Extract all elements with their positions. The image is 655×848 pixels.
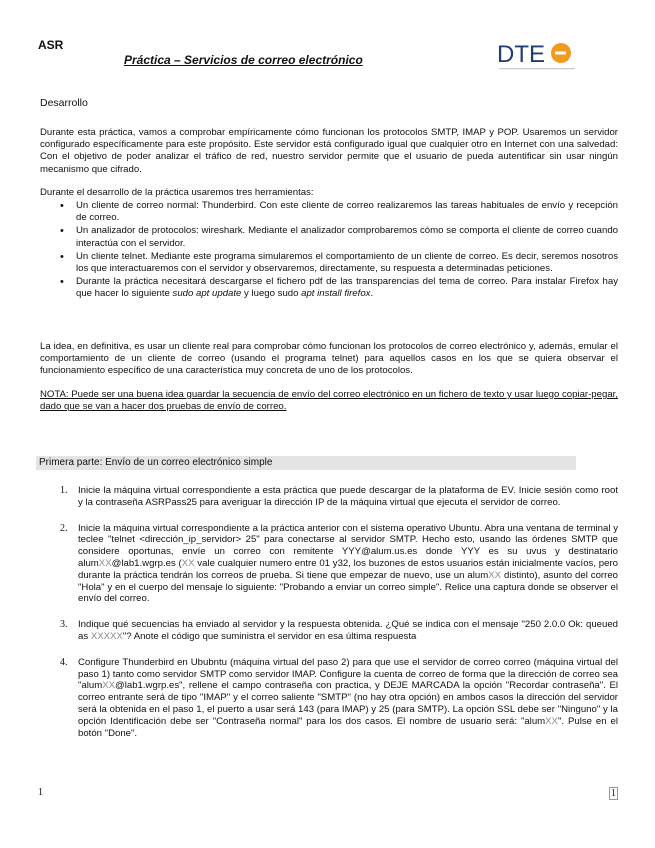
placeholder-xx: XX: [98, 557, 112, 569]
course-code: ASR: [38, 38, 64, 52]
step-number: 4.: [60, 656, 68, 668]
idea-paragraph: La idea, en definitiva, es usar un cliente real para comprobar cómo funcionan los protocolos de correo electrónico y, además, emular el comportamiento de un cliente de correo (usando el programa telnet) para aquellos casos en los que se quiera observar el funcionamiento específico de una característica muy concreta de uno de los protocolos.: [40, 341, 618, 377]
step-text: Indique qué secuencias ha enviado al servidor y la respuesta obtenida. ¿Qué se indica con el mensaje "250 2.0.0 Ok: queued as: [78, 619, 618, 642]
logo-text: DTE: [497, 41, 545, 68]
step-text: Inicie la máquina virtual correspondiente a esta práctica que puede descargar de la plataforma de EV. Inicie sesión como root y la contraseña ASRPass25 para averiguar la dirección IP de la máquina virtual que ejecuta el servidor de correo.: [78, 485, 618, 508]
tools-lead: Durante el desarrollo de la práctica usaremos tres herramientas:: [40, 187, 314, 198]
list-item: [40, 619, 618, 643]
step-text: vale cualquier numero entre 01 y32, los buzones de estos usuarios están inicialmente vacíos, pero durante la práctica tendrán los correos de prueba. Si tiene que empezar de nuevo, use un alum: [78, 557, 618, 581]
list-item: [40, 276, 618, 300]
step-text: "? Anote el código que suministra el servidor en esa última respuesta: [122, 630, 417, 642]
step-text: Configure Thunderbird en Ububntu (máquina virtual del paso 2) para que use el servidor de correo correo (máquina virtual del paso 1) tanto como servidor SMTP como servidor IMAP. Configure la cuenta de correo de forma que la dirección de correo sea "alum: [78, 656, 618, 692]
item-text: .: [370, 288, 374, 300]
placeholder-xx: XX: [102, 680, 116, 692]
placeholder-xx: XX: [488, 569, 502, 581]
steps-list: [40, 485, 618, 739]
logo-circle-bar: [555, 52, 566, 55]
list-item: • Un cliente telnet. Mediante este programa simularemos el comportamiento de un cliente de correo. Es decir, seremos nosotros los que interactuaremos con el servidor y observaremos, directamente, su respuesta a determinadas peticiones.: [40, 251, 618, 275]
step-number: 2.: [60, 522, 68, 534]
list-item: • Un analizador de protocolos: wireshark. Mediante el analizador comprobaremos cómo se comporta el cliente de correo cuando interactúa con el servidor.: [40, 225, 618, 249]
placeholder-xx: XX: [545, 715, 558, 727]
item-text: Durante la práctica necesitará descargarse el fichero pdf de las transparencias del tema de correo. Para instalar Firefox hay que hacer lo siguiente: [76, 276, 618, 300]
placeholder-xx: XXXXX: [90, 630, 123, 642]
list-item: [40, 523, 618, 606]
command-text: sudo apt update: [172, 288, 242, 300]
step-text: ". Pulse en el botón "Done".: [78, 715, 618, 739]
logo-underline: [499, 68, 575, 69]
page-number-right: 1: [611, 788, 616, 799]
list-item: [40, 657, 618, 740]
dte-logo: [495, 37, 580, 79]
item-text: y luego sudo: [241, 288, 302, 300]
step-number: 3.: [60, 619, 68, 631]
note-paragraph: NOTA: Puede ser una buena idea guardar la secuencia de envío del correo electrónico en un fichero de texto y usar luego copiar-pegar, dado que se van a hacer dos pruebas de envío de correo.: [40, 389, 618, 413]
section-heading: Desarrollo: [40, 97, 88, 109]
command-text: apt install firefox: [301, 288, 371, 300]
part1-heading: Primera parte: Envío de un correo electrónico simple: [36, 456, 576, 470]
step-text: @lab1.wgrp.es (: [111, 557, 182, 569]
tools-list: [40, 200, 618, 302]
list-item: [40, 485, 618, 509]
placeholder-xx: XX: [181, 557, 195, 569]
step-number: 1.: [60, 485, 68, 496]
page-number-left: 1: [38, 787, 43, 798]
list-item: • Un cliente de correo normal: Thunderbird. Con este cliente de correo realizaremos las tareas habituales de envío y recepción de correo.: [40, 200, 618, 224]
document-title: Práctica – Servicios de correo electrónico: [124, 53, 363, 67]
intro-paragraph: Durante esta práctica, vamos a comprobar empíricamente cómo funcionan los protocolos SMTP, IMAP y POP. Usaremos un servidor configurado específicamente para este propósito. Este servidor está configurado igual que cualquier otro en Internet con una salvedad: Con el objetivo de poder analizar el tráfico de red, nuestro servidor permite que el usuario de pueda autentificar sin usar ningún mecanismo que cifrado.: [40, 127, 618, 175]
step-text: distinto), asunto del correo "Hola" y en el cuerpo del mensaje lo siguiente: "Probando a enviar un correo simple". Relice una captura donde se observer el envío del correo.: [78, 569, 618, 605]
step-text: @lab1.wgrp.es", rellene el campo contraseña con practica, y DEJE MARCADA la opción "Recordar contraseña". El correo entrante será de tipo "IMAP" y el correo saliente "SMTP" (no hay otra opción) en ambos casos la dirección del servidor será la obtenida en el paso 1, el puerto a usar será 143 (para IMAP) y 25 (para SMTP). La opción SSL debe ser "Ninguno" y la opción Identificación debe ser "Contraseña normal" para los dos casos. El nombre de usuario será: "alum: [78, 680, 618, 727]
step-text: Inicie la máquina virtual correspondiente a la práctica anterior con el sistema operativo Ubuntu. Abra una ventana de terminal y teclee "telnet <dirección_ip_servidor> 25" para conectarse al servidor SMTP. Hecho esto, usando las órdenes SMTP que considere oportunas, envíe un correo con remitente YYY@alum.us.es donde YYY es su uvus y destinatario alum: [78, 522, 618, 569]
